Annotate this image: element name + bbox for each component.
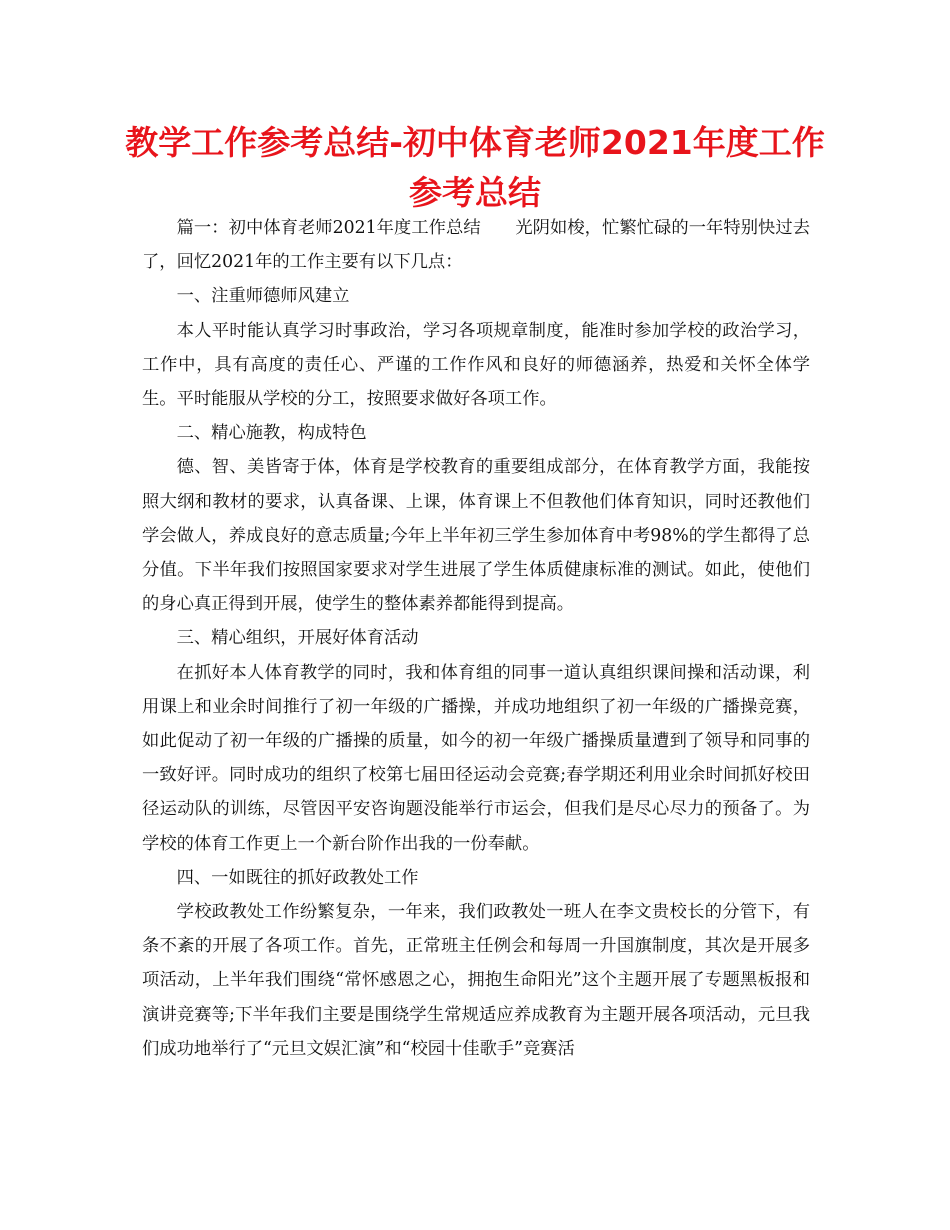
paragraph-section-1: 本人平时能认真学习时事政治，学习各项规章制度，能准时参加学校的政治学习，工作中，具有高度的责任心、严谨的工作作风和良好的师德涵养，热爱和关怀全体学生。平时能服从学校的分工，按照要求做好各项工作。: [142, 320, 810, 410]
section-heading-2: 二、精心施教，构成特色: [176, 423, 367, 444]
section-heading-4: 四、一如既往的抓好政教处工作: [176, 867, 419, 888]
paragraph-intro: 篇一：初中体育老师2021年度工作总结 光阴如梭，忙繁忙碌的一年特别快过去了，回忆2021年的工作主要有以下几点：: [142, 218, 810, 273]
paragraph-section-2: 德、智、美皆寄于体，体育是学校教育的重要组成部分，在体育教学方面，我能按照大纲和教材的要求，认真备课、上课，体育课上不但教他们体育知识，同时还教他们学会做人，养成良好的意志质量;今年上半年初三学生参加体育中考98%的学生都得了总分值。下半年我们按照国家要求对学生进展了学生体质健康标准的测试。如此，使他们的身心真正得到开展，使学生的整体素养都能得到提高。: [142, 457, 810, 615]
document-body: [142, 211, 810, 1066]
document-title: 教学工作参考总结-初中体育老师2021年度工作参考总结: [125, 123, 825, 212]
section-heading-3: 三、精心组织，开展好体育活动: [176, 628, 419, 649]
section-heading-1: 一、注重师德师风建立: [176, 286, 350, 307]
paragraph-section-4: 学校政教处工作纷繁复杂，一年来，我们政教处一班人在李文贵校长的分管下，有条不紊的开展了各项工作。首先，正常班主任例会和每周一升国旗制度，其次是开展多项活动，上半年我们围绕“常怀感恩之心，拥抱生命阳光”这个主题开展了专题黑板报和演讲竞赛等;下半年我们主要是围绕学生常规适应养成教育为主题开展各项活动，元旦我们成功地举行了“元旦文娱汇演”和“校园十佳歌手”竞赛活: [142, 902, 810, 1059]
paragraph-section-3: 在抓好本人体育教学的同时，我和体育组的同事一道认真组织课间操和活动课，利用课上和业余时间推行了初一年级的广播操，并成功地组织了初一年级的广播操竞赛，如此促动了初一年级的广播操的质量，如今的初一年级广播操质量遭到了领导和同事的一致好评。同时成功的组织了校第七届田径运动会竞赛;春学期还利用业余时间抓好校田径运动队的训练，尽管因平安咨询题没能举行市运会，但我们是尽心尽力的预备了。为学校的体育工作更上一个新台阶作出我的一份奉献。: [142, 662, 810, 854]
